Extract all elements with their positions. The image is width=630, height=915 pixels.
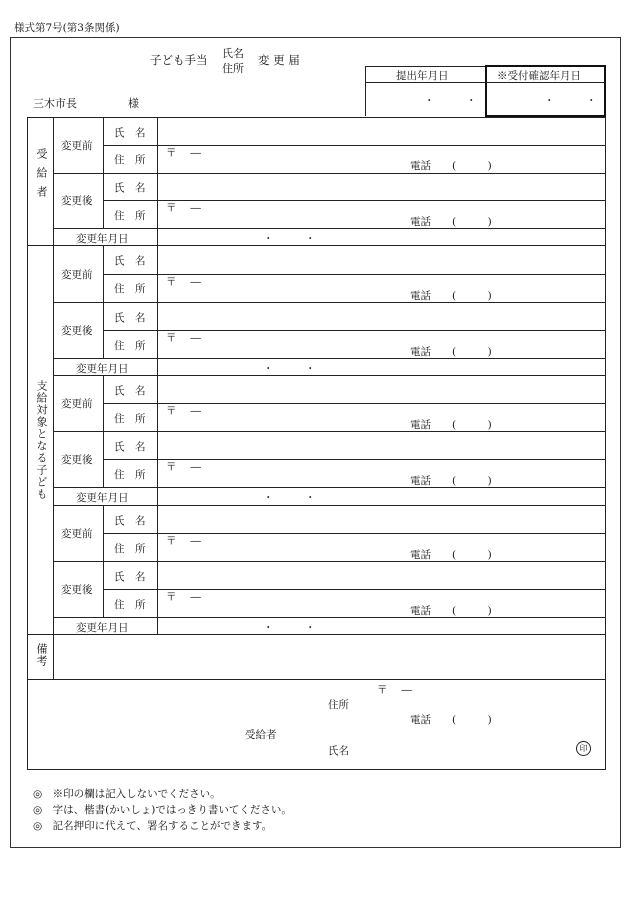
seal-text: 印: [579, 744, 588, 753]
child1-before-postal: 〒 ―: [166, 276, 201, 288]
child2-after-address-label: 住 所: [114, 469, 146, 481]
child3-before-label: 変更前: [61, 528, 93, 540]
child2-before-label: 変更前: [61, 398, 93, 410]
child3-after-phone: 電話 ( ): [410, 605, 492, 617]
recipient-change-date-label: 変更年月日: [76, 233, 129, 245]
form-title-suffix: 変 更 届: [258, 53, 300, 67]
footer-address-label: 住所: [328, 699, 349, 711]
note-2: ◎ 字は、楷書(かいしょ)ではっきり書いてください。: [33, 804, 292, 816]
child3-after-label: 変更後: [61, 584, 93, 596]
footer-phone: 電話 ( ): [410, 714, 492, 726]
note-1: ◎ ※印の欄は記入しないでください。: [33, 788, 221, 800]
child3-before-postal: 〒 ―: [166, 535, 201, 547]
children-section-label: 支給対象となる子ども: [35, 380, 48, 500]
form-number: 様式第7号(第3条関係): [14, 22, 120, 34]
child1-before-name-label: 氏 名: [114, 255, 146, 267]
recipient-before-postal: 〒 ―: [166, 147, 201, 159]
child1-change-date-field[interactable]: ・ ・: [263, 363, 316, 375]
child1-before-address-label: 住 所: [114, 283, 146, 295]
child2-before-phone: 電話 ( ): [410, 419, 492, 431]
addressee: 三木市長: [33, 97, 77, 110]
child3-change-date-label: 変更年月日: [76, 622, 129, 634]
recipient-after-name-label: 氏 名: [114, 182, 146, 194]
recipient-after-label: 変更後: [61, 195, 93, 207]
child1-before-phone: 電話 ( ): [410, 290, 492, 302]
child1-after-label: 変更後: [61, 325, 93, 337]
child3-before-phone: 電話 ( ): [410, 549, 492, 561]
child1-after-phone: 電話 ( ): [410, 346, 492, 358]
recipient-before-label: 変更前: [61, 140, 93, 152]
receipt-date-field: ・ ・: [544, 95, 597, 107]
child2-after-postal: 〒 ―: [166, 461, 201, 473]
form-title-prefix: 子ども手当: [150, 53, 208, 67]
recipient-change-date-field[interactable]: ・ ・: [263, 233, 316, 245]
recipient-section-label: 受給者: [35, 148, 48, 205]
footer-recipient-label: 受給者: [245, 729, 277, 741]
child1-after-postal: 〒 ―: [166, 332, 201, 344]
recipient-before-name-label: 氏 名: [114, 127, 146, 139]
recipient-after-address-label: 住 所: [114, 210, 146, 222]
child3-before-address-label: 住 所: [114, 543, 146, 555]
child2-after-phone: 電話 ( ): [410, 475, 492, 487]
child1-after-name-label: 氏 名: [114, 312, 146, 324]
child2-before-name-label: 氏 名: [114, 385, 146, 397]
child2-before-address-label: 住 所: [114, 413, 146, 425]
form-title-address: 住所: [222, 62, 244, 75]
footer-postal: 〒 ―: [377, 684, 412, 696]
addressee-honorific: 様: [128, 97, 139, 110]
child2-change-date-field[interactable]: ・ ・: [263, 492, 316, 504]
child2-change-date-label: 変更年月日: [76, 492, 129, 504]
child3-after-postal: 〒 ―: [166, 591, 201, 603]
recipient-after-phone: 電話 ( ): [410, 216, 492, 228]
seal-mark: [576, 741, 591, 756]
child2-before-postal: 〒 ―: [166, 405, 201, 417]
child2-after-name-label: 氏 名: [114, 441, 146, 453]
note-3: ◎ 記名押印に代えて、署名することができます。: [33, 820, 273, 832]
recipient-before-address-label: 住 所: [114, 154, 146, 166]
receipt-date-label: ※受付確認年月日: [497, 70, 581, 82]
child3-after-name-label: 氏 名: [114, 571, 146, 583]
child3-before-name-label: 氏 名: [114, 515, 146, 527]
submit-date-field[interactable]: ・ ・: [424, 95, 477, 107]
footer-name-label: 氏名: [328, 745, 349, 757]
child1-change-date-label: 変更年月日: [76, 363, 129, 375]
child3-change-date-field[interactable]: ・ ・: [263, 622, 316, 634]
remarks-label: 備考: [35, 643, 48, 667]
child1-before-label: 変更前: [61, 269, 93, 281]
form-title-name: 氏名: [222, 47, 244, 60]
child3-after-address-label: 住 所: [114, 599, 146, 611]
child2-after-label: 変更後: [61, 454, 93, 466]
recipient-after-postal: 〒 ―: [166, 202, 201, 214]
recipient-before-phone: 電話 ( ): [410, 160, 492, 172]
submit-date-label: 提出年月日: [396, 70, 449, 82]
child1-after-address-label: 住 所: [114, 340, 146, 352]
